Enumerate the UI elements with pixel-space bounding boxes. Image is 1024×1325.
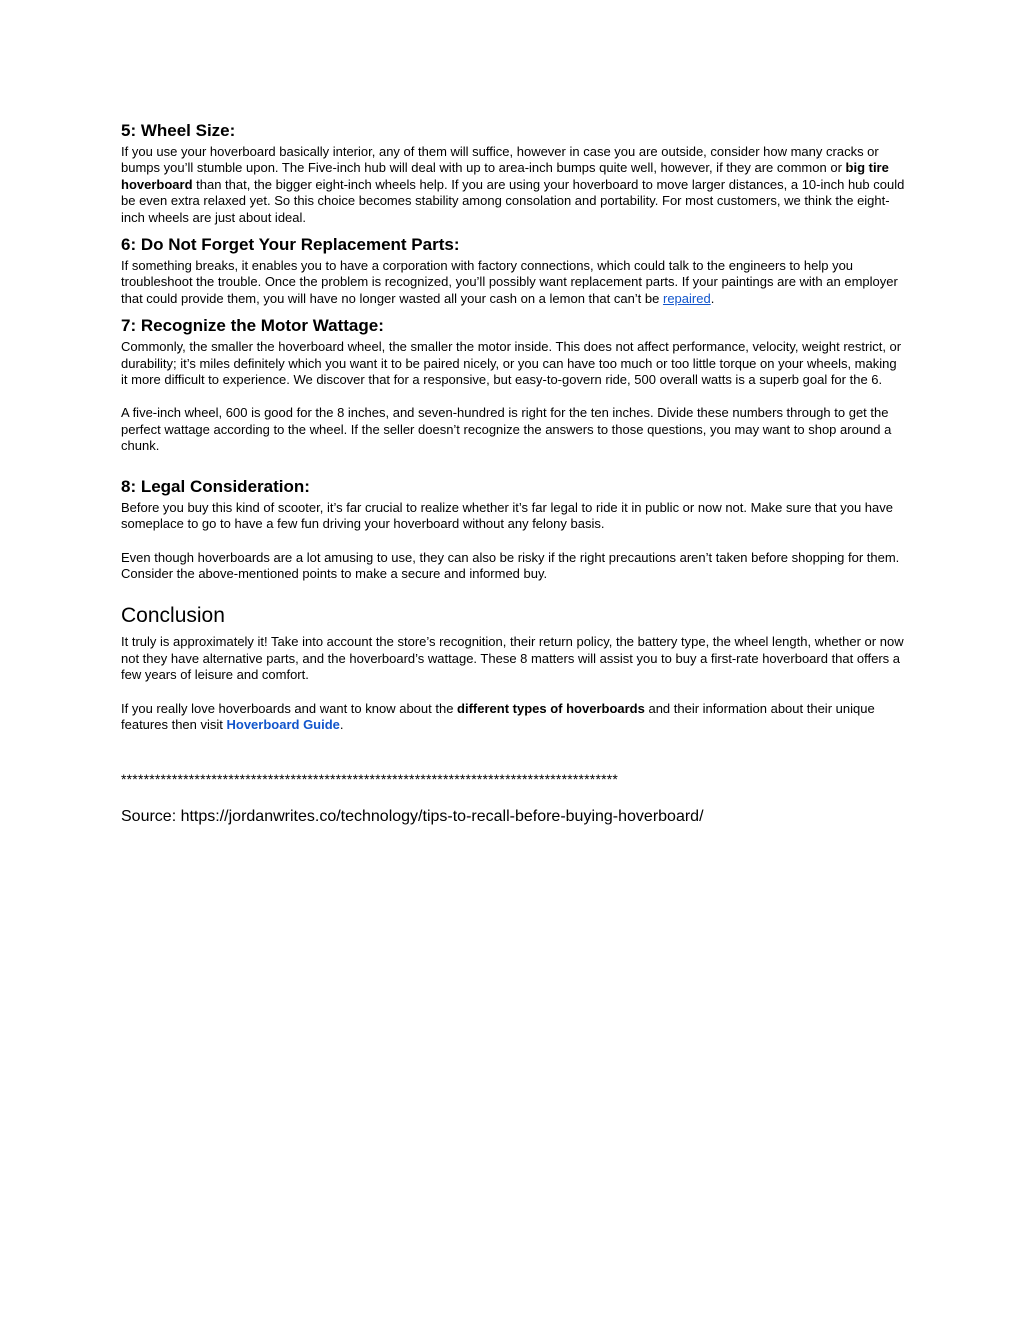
heading-replacement-parts: 6: Do Not Forget Your Replacement Parts: xyxy=(121,235,460,255)
text-run: If you use your hoverboard basically interior, any of them will suffice, however in case you are outside, consider how many cracks or bumps you’ll stumble upon. The Five-inch hub will deal with up to area-inch bumps quite well, however, if they are common or xyxy=(121,144,879,176)
text-run: If something breaks, it enables you to have a corporation with factory connections, which could talk to the engineers to help you troubleshoot the trouble. Once the problem is recognized, you’ll possibly want replacement parts. If your paintings are with an employer that could provide them, you will have no longer wasted all your cash on a lemon that can’t be xyxy=(121,258,898,306)
heading-conclusion: Conclusion xyxy=(121,604,225,628)
bold-text-different-types: different types of hoverboards xyxy=(457,700,645,716)
separator-asterisks: **************************************************************************************** xyxy=(121,771,619,788)
paragraph-replacement-parts xyxy=(121,258,906,307)
paragraph-motor-wattage-2: A five-inch wheel, 600 is good for the 8 inches, and seven-hundred is right for the ten inches. Divide these numbers through to get the perfect wattage according to the wheel. If the seller doesn’t recognize the answers to those questions, you may want to shop around a chunk. xyxy=(121,405,892,454)
heading-wheel-size: 5: Wheel Size: xyxy=(121,121,236,140)
text-run: . xyxy=(339,716,344,732)
source-line: Source: https://jordanwrites.co/technology/tips-to-recall-before-buying-hoverboard/ xyxy=(121,808,704,826)
text-run: and their information about their unique features then visit xyxy=(121,700,875,732)
text-run: . xyxy=(710,290,715,306)
document-page xyxy=(121,121,906,827)
link-repaired[interactable]: repaired xyxy=(662,290,711,306)
heading-legal-consideration: 8: Legal Consideration: xyxy=(121,476,310,496)
paragraph-motor-wattage-1: Commonly, the smaller the hoverboard wheel, the smaller the motor inside. This does not affect performance, velocity, weight restrict, or durability; it’s miles definitely which you want it to be paired nicely, or you can have too much or too little torque on your wheels, making it more difficult to experience. We discover that for a responsive, but easy-to-govern ride, 500 overall watts is a superb goal for the 6. xyxy=(121,339,902,388)
paragraph-legal-1: Before you buy this kind of scooter, it’s far crucial to realize whether it’s far legal to ride it in public or now not. Make sure that you have someplace to go to have a few fun driving your hoverboard without any felony basis. xyxy=(121,499,893,532)
paragraph-conclusion-2 xyxy=(121,701,906,734)
bold-text-big-tire-hoverboard: big tire hoverboard xyxy=(121,160,889,192)
paragraph-conclusion-1: It truly is approximately it! Take into account the store’s recognition, their return policy, the battery type, the wheel length, whether or now not they have alternative parts, and the hoverboard’s wattage. These 8 matters will assist you to buy a first-rate hoverboard that offers a few years of leisure and comfort. xyxy=(121,634,904,683)
heading-motor-wattage: 7: Recognize the Motor Wattage: xyxy=(121,316,384,336)
paragraph-wheel-size xyxy=(121,144,906,226)
link-hoverboard-guide[interactable]: Hoverboard Guide xyxy=(226,716,340,732)
text-run: If you really love hoverboards and want to know about the xyxy=(121,700,458,716)
text-run: than that, the bigger eight-inch wheels help. If you are using your hoverboard to move larger distances, a 10-inch hub could be even extra relaxed yet. So this choice becomes stability among consolation and portability. For most customers, we think the eight-inch wheels are just about ideal. xyxy=(121,176,905,225)
paragraph-legal-2: Even though hoverboards are a lot amusing to use, they can also be risky if the right precautions aren’t taken before shopping for them. Consider the above-mentioned points to make a secure and informed buy. xyxy=(121,549,900,581)
